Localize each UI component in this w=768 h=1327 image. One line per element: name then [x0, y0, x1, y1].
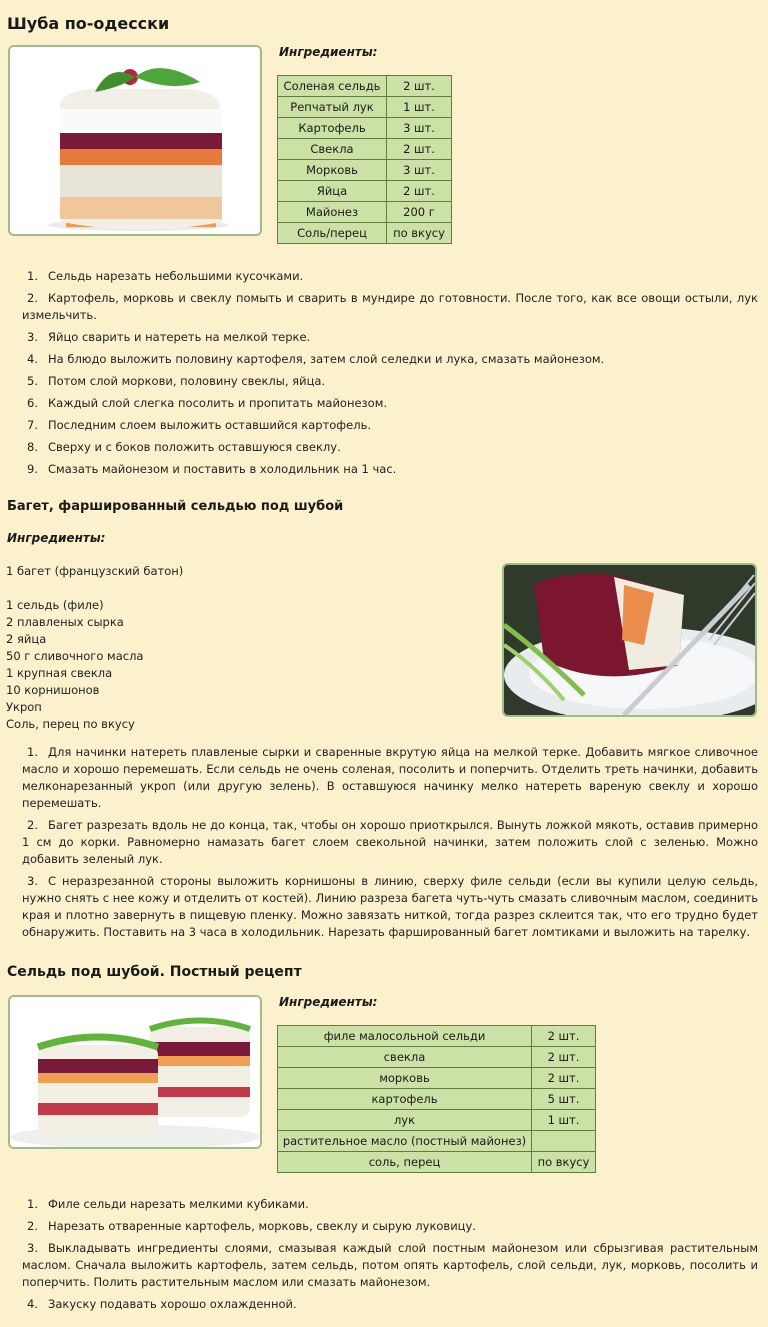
recipe2-steps [22, 744, 758, 946]
list-item: 3. С неразрезанной стороны выложить корнишоны в линию, сверху филе сельди (если вы купили целую сельдь, нужно снять с нее кожу и отделить от костей). Линию разреза багета чуть-чуть смазать сливочным маслом, соединить края и плотно завернуть в пищевую пленку. Можно завязать ниткой, тогда разрез склеится так, что его трудно будет обнаружить. Поставить на 3 часа в холодильник. Нарезать фаршированный багет ломтиками и выложить на тарелку. [22, 874, 758, 939]
step-text: Багет разрезать вдоль не до конца, так, чтобы он хорошо приоткрылся. Вынуть ложкой мякоть, оставив примерно 1 см до корки. Равномерно намазать багет слоем свекольной начинки, затем положить слой с зеленью. Можно добавить зеленый лук. [22, 818, 758, 866]
ingredient-qty: 3 шт. [387, 118, 452, 139]
step-text: Выкладывать ингредиенты слоями, смазывая каждый слой постным майонезом или сбрызгивая растительным маслом. Сначала выложить картофель, затем сельдь, потом опять картофель, слой сельди, лук, морковь, посолить и поперчить. Полить растительным маслом или смазать майонезом. [22, 1241, 758, 1289]
recipe2-photo [502, 563, 757, 717]
table-row [278, 118, 452, 139]
ingredient-spacer [6, 580, 306, 597]
list-item: 9. Смазать майонезом и поставить в холодильник на 1 час. [27, 462, 397, 476]
ingredient-line: Укроп [6, 700, 42, 714]
list-item: 2. Картофель, морковь и свеклу помыть и сварить в мундире до готовности. После того, как все овощи остыли, лук измельчить. [22, 291, 758, 322]
table-row [278, 202, 452, 223]
list-item: 4. На блюдо выложить половину картофеля, затем слой селедки и лука, смазать майонезом. [27, 352, 605, 366]
recipe3-photo [8, 995, 262, 1149]
ingredient-name: филе малосольной сельди [278, 1026, 532, 1047]
ingredient-line: 1 сельдь (филе) [6, 598, 104, 612]
list-item: 7. Последним слоем выложить оставшийся картофель. [27, 418, 371, 432]
ingredient-qty: 2 шт. [532, 1047, 596, 1068]
step-text: Для начинки натереть плавленые сырки и сваренные вкрутую яйца на мелкой терке. Добавить мягкое сливочное масло и хорошо перемешать. Если сельдь не очень соленая, посолить и поперчить. Отделить треть начинки, добавить мелконарезанный укроп (или другую зелень). В оставшуюся начинку мелко натереть вареную свеклу и хорошо перемешать. [22, 745, 758, 810]
ingredient-name: Свекла [278, 139, 387, 160]
ingredient-line: Соль, перец по вкусу [6, 717, 135, 731]
ingredient-line: 1 крупная свекла [6, 666, 113, 680]
table-row [278, 139, 452, 160]
table-row [278, 181, 452, 202]
list-item: 2. Нарезать отваренные картофель, морковь, свеклу и сырую луковицу. [27, 1219, 476, 1233]
step-text: Картофель, морковь и свеклу помыть и сварить в мундире до готовности. После того, как все овощи остыли, лук измельчить. [22, 291, 758, 322]
baguette-plate-image [504, 565, 755, 715]
ingredient-name: свекла [278, 1047, 532, 1068]
ingredient-qty [532, 1131, 596, 1152]
list-item: 5. Потом слой моркови, половину свеклы, яйца. [27, 374, 326, 388]
table-row [278, 1089, 596, 1110]
ingredient-name: растительное масло (постный майонез) [278, 1131, 532, 1152]
ingredient-qty: по вкусу [532, 1152, 596, 1173]
step-text: Потом слой моркови, половину свеклы, яйца. [48, 374, 326, 388]
recipe2-ingredient-list [6, 563, 306, 733]
recipe3-steps [22, 1196, 758, 1318]
recipe3-ingredients-heading: Ингредиенты: [279, 995, 378, 1009]
ingredient-name: картофель [278, 1089, 532, 1110]
table-row [278, 97, 452, 118]
list-item: 3. Яйцо сварить и натереть на мелкой терке. [27, 330, 311, 344]
ingredient-qty: 2 шт. [387, 76, 452, 97]
ingredient-qty: 5 шт. [532, 1089, 596, 1110]
ingredient-name: Соль/перец [278, 223, 387, 244]
table-row [278, 1026, 596, 1047]
table-row [278, 223, 452, 244]
ingredient-qty: 1 шт. [387, 97, 452, 118]
step-text: Яйцо сварить и натереть на мелкой терке. [48, 330, 311, 344]
ingredient-line: 2 плавленых сырка [6, 615, 124, 629]
table-row [278, 1152, 596, 1173]
list-item: 6. Каждый слой слегка посолить и пропитать майонезом. [27, 396, 388, 410]
step-text: Закуску подавать хорошо охлажденной. [48, 1297, 297, 1311]
recipe1-photo [8, 45, 262, 236]
ingredient-qty: 200 г [387, 202, 452, 223]
table-row [278, 76, 452, 97]
ingredient-qty: 1 шт. [532, 1110, 596, 1131]
ingredient-name: Соленая сельдь [278, 76, 387, 97]
step-text: С неразрезанной стороны выложить корнишоны в линию, сверху филе сельди (если вы купили целую сельдь, нужно снять с нее кожу и отделить от костей). Линию разреза багета чуть-чуть смазать сливочным маслом, соединить края и плотно завернуть в пищевую пленку. Можно завязать ниткой, тогда разрез склеится так, что его трудно будет обнаружить. Поставить на 3 часа в холодильник. Нарезать фаршированный багет ломтиками и выложить на тарелку. [22, 874, 758, 939]
ingredient-name: Картофель [278, 118, 387, 139]
list-item: 3. Выкладывать ингредиенты слоями, смазывая каждый слой постным майонезом или сбрызгивая растительным маслом. Сначала выложить картофель, затем сельдь, потом опять картофель, слой сельди, лук, морковь, посолить и поперчить. Полить растительным маслом или смазать майонезом. [22, 1241, 758, 1289]
table-row [278, 1047, 596, 1068]
ingredient-qty: 3 шт. [387, 160, 452, 181]
ingredient-qty: 2 шт. [387, 181, 452, 202]
ingredient-name: Морковь [278, 160, 387, 181]
ingredient-qty: по вкусу [387, 223, 452, 244]
ingredient-name: Яйца [278, 181, 387, 202]
list-item: 8. Сверху и с боков положить оставшуюся свеклу. [27, 440, 341, 454]
step-text: Сельдь нарезать небольшими кусочками. [48, 269, 304, 283]
table-row [278, 1110, 596, 1131]
ingredient-line: 10 корнишонов [6, 683, 100, 697]
ingredient-line: 1 багет (французский батон) [6, 564, 184, 578]
recipe3-ingredients-table [277, 1025, 596, 1173]
ingredient-line: 50 г сливочного масла [6, 649, 144, 663]
ingredient-name: Майонез [278, 202, 387, 223]
step-text: Каждый слой слегка посолить и пропитать майонезом. [48, 396, 388, 410]
ingredient-name: Репчатый лук [278, 97, 387, 118]
recipe3-title: Сельдь под шубой. Постный рецепт [7, 964, 302, 980]
list-item: 2. Багет разрезать вдоль не до конца, так, чтобы он хорошо приоткрылся. Вынуть ложкой мякоть, оставив примерно 1 см до корки. Равномерно намазать багет слоем свекольной начинки, затем положить слой с зеленью. Можно добавить зеленый лук. [22, 818, 758, 866]
list-item: 1. Сельдь нарезать небольшими кусочками. [27, 269, 304, 283]
table-row [278, 1068, 596, 1089]
step-text: Филе сельди нарезать мелкими кубиками. [48, 1197, 309, 1211]
step-text: Смазать майонезом и поставить в холодильник на 1 час. [48, 462, 397, 476]
recipe2-ingredients-heading: Ингредиенты: [7, 531, 106, 545]
recipe1-steps [22, 268, 758, 483]
lenten-salad-image [10, 997, 260, 1147]
ingredient-name: лук [278, 1110, 532, 1131]
list-item: 1. Филе сельди нарезать мелкими кубиками. [27, 1197, 309, 1211]
recipe1-ingredients-heading: Ингредиенты: [279, 45, 378, 59]
ingredient-name: морковь [278, 1068, 532, 1089]
table-row [278, 1131, 596, 1152]
list-item: 4. Закуску подавать хорошо охлажденной. [27, 1297, 297, 1311]
ingredient-qty: 2 шт. [532, 1026, 596, 1047]
ingredient-qty: 2 шт. [387, 139, 452, 160]
recipe2-title: Багет, фаршированный сельдью под шубой [7, 499, 344, 514]
step-text: Нарезать отваренные картофель, морковь, свеклу и сырую луковицу. [48, 1219, 476, 1233]
list-item: 1. Для начинки натереть плавленые сырки и сваренные вкрутую яйца на мелкой терке. Добавить мягкое сливочное масло и хорошо перемешать. Если сельдь не очень соленая, посолить и поперчить. Отделить треть начинки, добавить мелконарезанный укроп (или другую зелень). В оставшуюся начинку мелко натереть вареную свеклу и хорошо перемешать. [22, 745, 758, 810]
layered-salad-image [10, 47, 260, 234]
step-text: Сверху и с боков положить оставшуюся свеклу. [48, 440, 341, 454]
step-text: На блюдо выложить половину картофеля, затем слой селедки и лука, смазать майонезом. [48, 352, 605, 366]
ingredient-name: соль, перец [278, 1152, 532, 1173]
recipe1-title: Шуба по-одесски [7, 14, 170, 33]
step-text: Последним слоем выложить оставшийся картофель. [48, 418, 371, 432]
table-row [278, 160, 452, 181]
ingredient-line: 2 яйца [6, 632, 47, 646]
recipe1-ingredients-table [277, 75, 452, 244]
ingredient-qty: 2 шт. [532, 1068, 596, 1089]
